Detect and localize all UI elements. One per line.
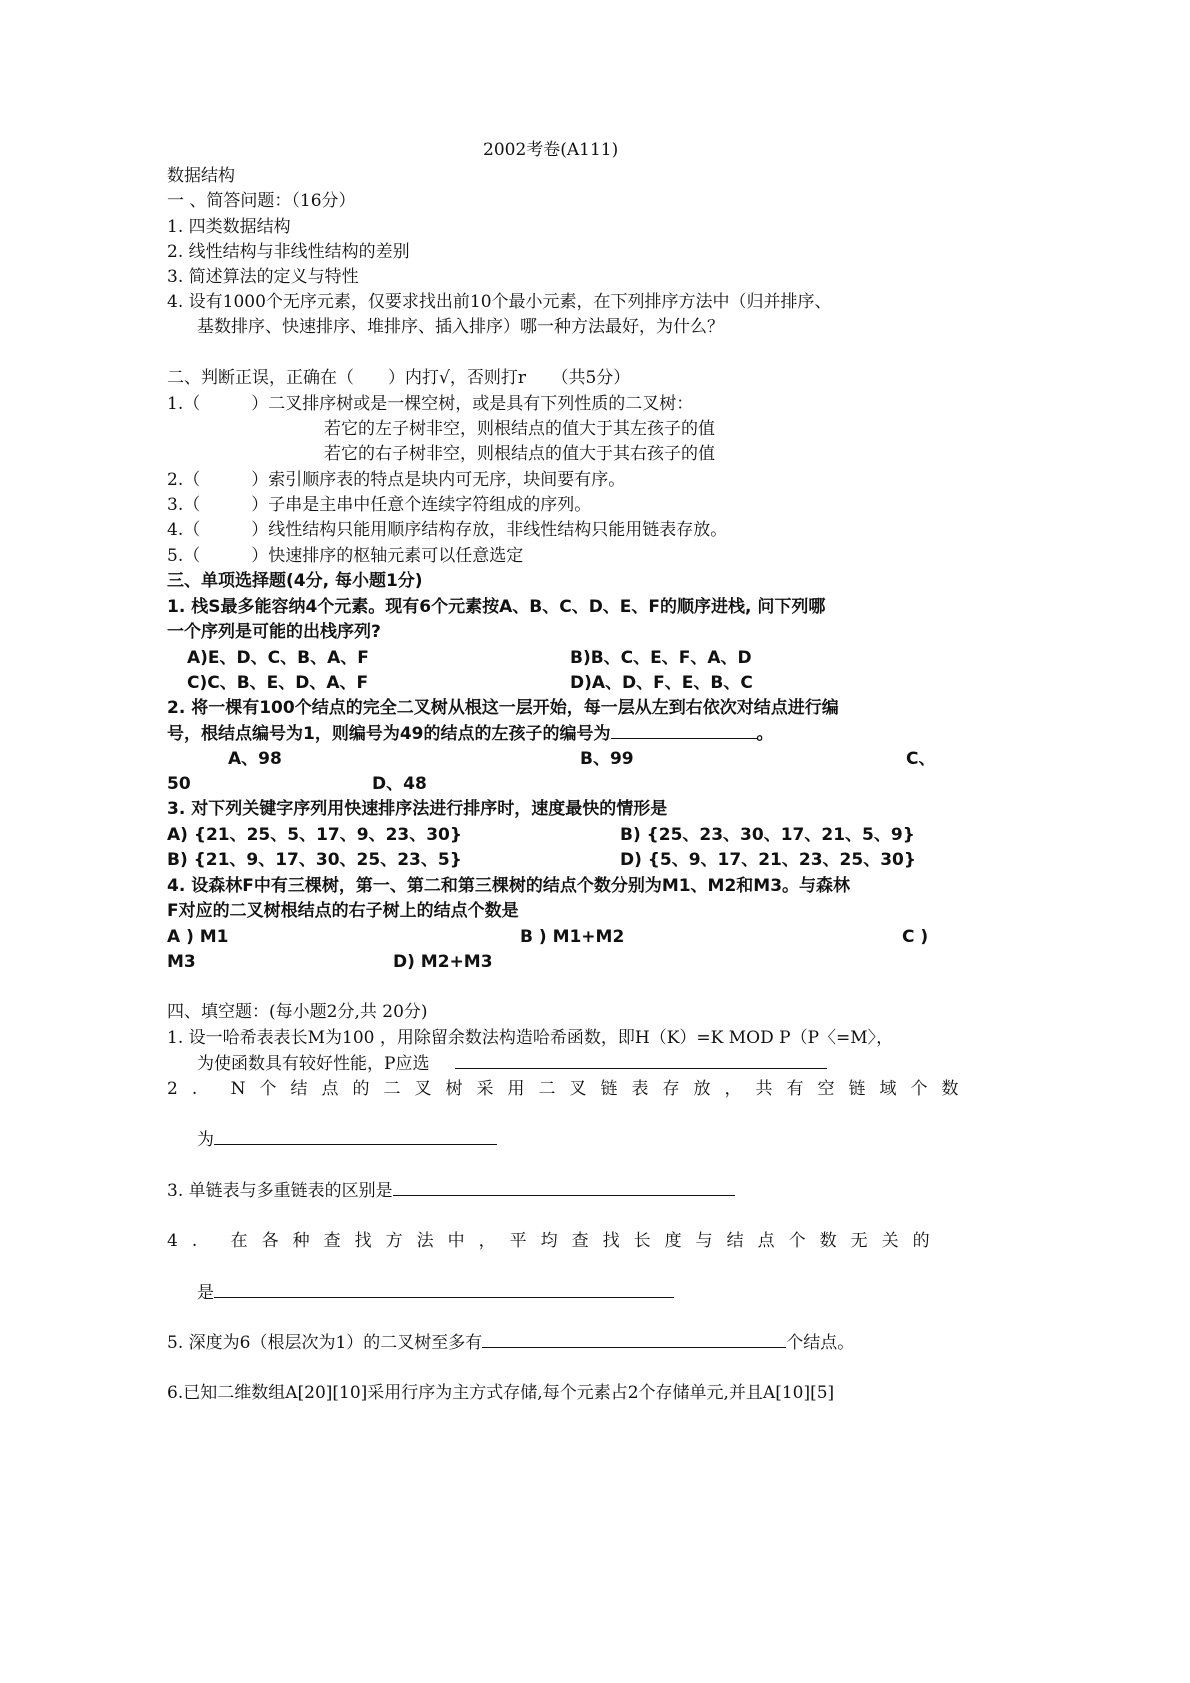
question-cont: 为 bbox=[197, 1128, 497, 1151]
option: B)B、C、E、F、A、D bbox=[570, 648, 752, 668]
answer-blank[interactable] bbox=[455, 1052, 827, 1069]
question: 3.（ ）子串是主串中任意个连续字符组成的序列。 bbox=[167, 495, 592, 515]
question: 4. 在各种查找方法中，平均查找长度与结点个数无关的 bbox=[167, 1231, 944, 1251]
option: D) M2+M3 bbox=[393, 952, 493, 972]
question: 5.（ ）快速排序的枢轴元素可以任意选定 bbox=[167, 546, 524, 566]
answer-blank[interactable] bbox=[611, 722, 757, 739]
question: 3. 单链表与多重链表的区别是 bbox=[167, 1179, 735, 1202]
option: C)C、B、E、D、A、F bbox=[187, 673, 369, 693]
option: C ) bbox=[902, 927, 929, 947]
question: 2. 将一棵有100个结点的完全二叉树从根这一层开始，每一层从左到右依次对结点进行编 bbox=[167, 698, 839, 718]
option: A、98 bbox=[228, 749, 282, 769]
option: D)A、D、F、E、B、C bbox=[570, 673, 753, 693]
option: B、99 bbox=[580, 749, 634, 769]
question: 1.（ ）二叉排序树或是一棵空树，或是具有下列性质的二叉树： bbox=[167, 394, 694, 414]
section-1-heading: 一 、简答问题：（16分） bbox=[167, 191, 356, 211]
option: C、 bbox=[906, 749, 936, 769]
question: 6.已知二维数组A[20][10]采用行序为主方式存储,每个元素占2个存储单元,并且A[10][5] bbox=[167, 1383, 835, 1403]
option-cont: 50 bbox=[167, 774, 191, 794]
question: 1. 栈S最多能容纳4个元素。现有6个元素按A、B、C、D、E、F的顺序进栈, 问下列哪 bbox=[167, 597, 826, 617]
question: 2. 线性结构与非线性结构的差别 bbox=[167, 242, 410, 262]
option-cont: M3 bbox=[167, 952, 196, 972]
question-cont: 基数排序、快速排序、堆排序、插入排序）哪一种方法最好，为什么？ bbox=[197, 317, 724, 337]
question-cont: F对应的二叉树根结点的右子树上的结点个数是 bbox=[167, 901, 519, 921]
option: B) {25、23、30、17、21、5、9} bbox=[620, 825, 915, 845]
option: B) {21、9、17、30、25、23、5} bbox=[167, 850, 462, 870]
question: 3. 简述算法的定义与特性 bbox=[167, 267, 359, 287]
question-cont: 是 bbox=[197, 1281, 674, 1304]
option: A) {21、25、5、17、9、23、30} bbox=[167, 825, 462, 845]
question: 2. N个结点的二叉树采用二叉链表存放，共有空链域个数 bbox=[167, 1079, 973, 1099]
question-cont: 为使函数具有较好性能，P应选 bbox=[197, 1052, 827, 1075]
answer-blank[interactable] bbox=[214, 1128, 497, 1145]
question: 3. 对下列关键字序列用快速排序法进行排序时，速度最快的情形是 bbox=[167, 799, 668, 819]
option: A)E、D、C、B、A、F bbox=[187, 648, 369, 668]
question: 5. 深度为6（根层次为1）的二叉树至多有 个结点。 bbox=[167, 1333, 855, 1353]
question-cont: 一个序列是可能的出栈序列? bbox=[167, 622, 381, 642]
page-title: 2002考卷(A111) bbox=[483, 140, 619, 160]
question: 4. 设有1000个无序元素，仅要求找出前10个最小元素，在下列排序方法中（归并排序、 bbox=[167, 292, 832, 312]
answer-blank[interactable] bbox=[393, 1179, 735, 1196]
section-2-heading: 二、判断正误，正确在（ ）内打√，否则打r （共5分） bbox=[167, 368, 631, 388]
question-cont: 若它的左子树非空，则根结点的值大于其左孩子的值 bbox=[324, 419, 715, 439]
answer-blank[interactable] bbox=[482, 1331, 786, 1348]
question-cont: 号，根结点编号为1，则编号为49的结点的左孩子的编号为 。 bbox=[167, 724, 774, 744]
question: 1. 设一哈希表表长M为100 ，用除留余数法构造哈希函数，即H（K）=K MOD P（P〈=M〉， bbox=[167, 1028, 894, 1048]
option: A ) M1 bbox=[167, 927, 229, 947]
option: B ) M1+M2 bbox=[520, 927, 625, 947]
option: D、48 bbox=[372, 774, 427, 794]
question: 2.（ ）索引顺序表的特点是块内可无序，块间要有序。 bbox=[167, 470, 626, 490]
subject: 数据结构 bbox=[167, 166, 235, 186]
question: 1. 四类数据结构 bbox=[167, 217, 291, 237]
section-3-heading: 三、单项选择题(4分, 每小题1分) bbox=[167, 571, 423, 591]
question: 4.（ ）线性结构只能用顺序结构存放，非线性结构只能用链表存放。 bbox=[167, 520, 728, 540]
question-cont: 若它的右子树非空，则根结点的值大于其右孩子的值 bbox=[324, 444, 715, 464]
option: D) {5、9、17、21、23、25、30} bbox=[620, 850, 916, 870]
answer-blank[interactable] bbox=[214, 1281, 674, 1298]
section-4-heading: 四、填空题：(每小题2分,共 20分) bbox=[167, 1002, 428, 1022]
question: 4. 设森林F中有三棵树，第一、第二和第三棵树的结点个数分别为M1、M2和M3。与森林 bbox=[167, 876, 851, 896]
